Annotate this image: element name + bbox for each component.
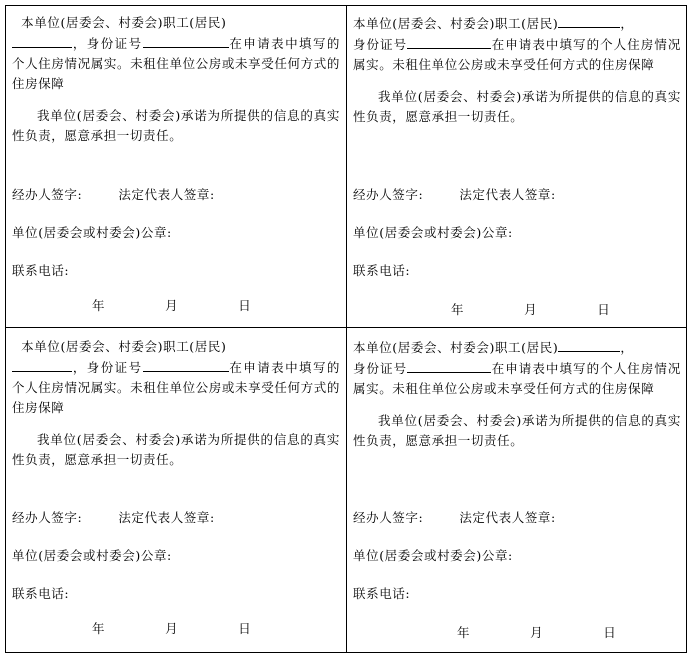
promise-text: 我单位(居委会、村委会)承诺为所提供的信息的真实性负责，愿意承担一切责任。 (353, 413, 681, 448)
unit-seal-row (12, 546, 172, 566)
statement-paragraph (12, 13, 340, 94)
promise-text: 我单位(居委会、村委会)承诺为所提供的信息的真实性负责，愿意承担一切责任。 (12, 108, 340, 143)
name-blank[interactable] (12, 33, 72, 48)
certification-form-bottom-left (12, 337, 340, 649)
name-blank[interactable] (558, 337, 620, 352)
legal-rep-seal-label: 法定代表人签章: (118, 187, 215, 202)
name-blank[interactable] (12, 357, 72, 372)
date-day: 日 (597, 302, 611, 317)
certification-form-bottom-right (353, 337, 681, 649)
unit-seal-row (353, 223, 513, 243)
unit-seal-label: 单位(居委会或村委会)公章: (353, 548, 513, 563)
unit-prefix-text: 本单位(居委会、村委会)职工(居民) (21, 339, 227, 354)
unit-seal-label: 单位(居委会或村委会)公章: (12, 548, 172, 563)
date-month: 月 (524, 302, 538, 317)
date-row (92, 619, 275, 639)
date-month: 月 (165, 298, 179, 313)
statement-text: 在申请表中填写的个人住房情况属实。未租住单位公房或未享受任何方式的住房保障 (12, 36, 340, 91)
id-number-blank[interactable] (143, 357, 229, 372)
legal-rep-seal-label: 法定代表人签章: (459, 510, 556, 525)
date-day: 日 (603, 625, 617, 640)
phone-label: 联系电话: (12, 263, 70, 278)
date-row (457, 623, 640, 643)
date-year: 年 (92, 621, 106, 636)
unit-prefix-text: 本单位(居委会、村委会)职工(居民) (353, 340, 559, 355)
date-day: 日 (238, 621, 252, 636)
unit-prefix-text: 本单位(居委会、村委会)职工(居民) (353, 16, 559, 31)
promise-text: 我单位(居委会、村委会)承诺为所提供的信息的真实性负责，愿意承担一切责任。 (353, 89, 681, 124)
id-prefix-text: 身份证号 (353, 361, 408, 376)
phone-label: 联系电话: (353, 263, 411, 278)
unit-seal-row (12, 223, 172, 243)
promise-paragraph (353, 411, 681, 451)
statement-paragraph: 本单位(居委会、村委会)职工(居民) ， 身份证号 在申请表中填写的个人住房情况属实。未租住单位公房或未享受任何方式的住房保障 (353, 337, 681, 399)
name-blank[interactable] (558, 13, 620, 28)
unit-seal-label: 单位(居委会或村委会)公章: (12, 225, 172, 240)
date-day: 日 (238, 298, 252, 313)
id-number-blank[interactable] (143, 33, 229, 48)
date-row (92, 296, 275, 316)
column-divider (346, 5, 347, 653)
certification-form-top-right (353, 13, 681, 325)
statement-text: 在申请表中填写的个人住房情况属实。未租住单位公房或未享受任何方式的住房保障 (353, 361, 682, 396)
date-row (451, 300, 634, 320)
phone-label: 联系电话: (353, 586, 411, 601)
id-prefix-text: ，身份证号 (72, 36, 143, 51)
promise-paragraph (353, 87, 681, 127)
phone-row (12, 584, 69, 604)
id-prefix-text: ，身份证号 (72, 360, 143, 375)
unit-seal-row (353, 546, 513, 566)
unit-seal-label: 单位(居委会或村委会)公章: (353, 225, 513, 240)
statement-paragraph (12, 337, 340, 418)
date-year: 年 (457, 625, 471, 640)
certification-form-top-left (12, 13, 340, 325)
phone-label: 联系电话: (12, 586, 70, 601)
signature-row (12, 508, 215, 528)
promise-paragraph (12, 430, 340, 470)
id-prefix-text: 身份证号 (353, 37, 408, 52)
unit-prefix-text: 本单位(居委会、村委会)职工(居民) (21, 15, 227, 30)
signature-row (12, 185, 215, 205)
legal-rep-seal-label: 法定代表人签章: (459, 187, 556, 202)
statement-text: 在申请表中填写的个人住房情况属实。未租住单位公房或未享受任何方式的住房保障 (12, 360, 340, 415)
handler-signature-label: 经办人签字: (353, 187, 424, 202)
date-month: 月 (165, 621, 179, 636)
handler-signature-label: 经办人签字: (12, 187, 83, 202)
statement-text: 在申请表中填写的个人住房情况属实。未租住单位公房或未享受任何方式的住房保障 (353, 37, 682, 72)
date-year: 年 (451, 302, 465, 317)
signature-row (353, 508, 556, 528)
promise-text: 我单位(居委会、村委会)承诺为所提供的信息的真实性负责，愿意承担一切责任。 (12, 432, 340, 467)
id-number-blank[interactable] (407, 34, 491, 49)
date-month: 月 (530, 625, 544, 640)
phone-row (353, 584, 410, 604)
date-year: 年 (92, 298, 106, 313)
handler-signature-label: 经办人签字: (353, 510, 424, 525)
promise-paragraph (12, 106, 340, 146)
statement-paragraph: 本单位(居委会、村委会)职工(居民) ， 身份证号 在申请表中填写的个人住房情况属实。未租住单位公房或未享受任何方式的住房保障 (353, 13, 681, 75)
id-number-blank[interactable] (407, 358, 491, 373)
signature-row (353, 185, 556, 205)
handler-signature-label: 经办人签字: (12, 510, 83, 525)
phone-row (353, 261, 410, 281)
row-divider (5, 327, 687, 328)
phone-row (12, 261, 69, 281)
legal-rep-seal-label: 法定代表人签章: (118, 510, 215, 525)
